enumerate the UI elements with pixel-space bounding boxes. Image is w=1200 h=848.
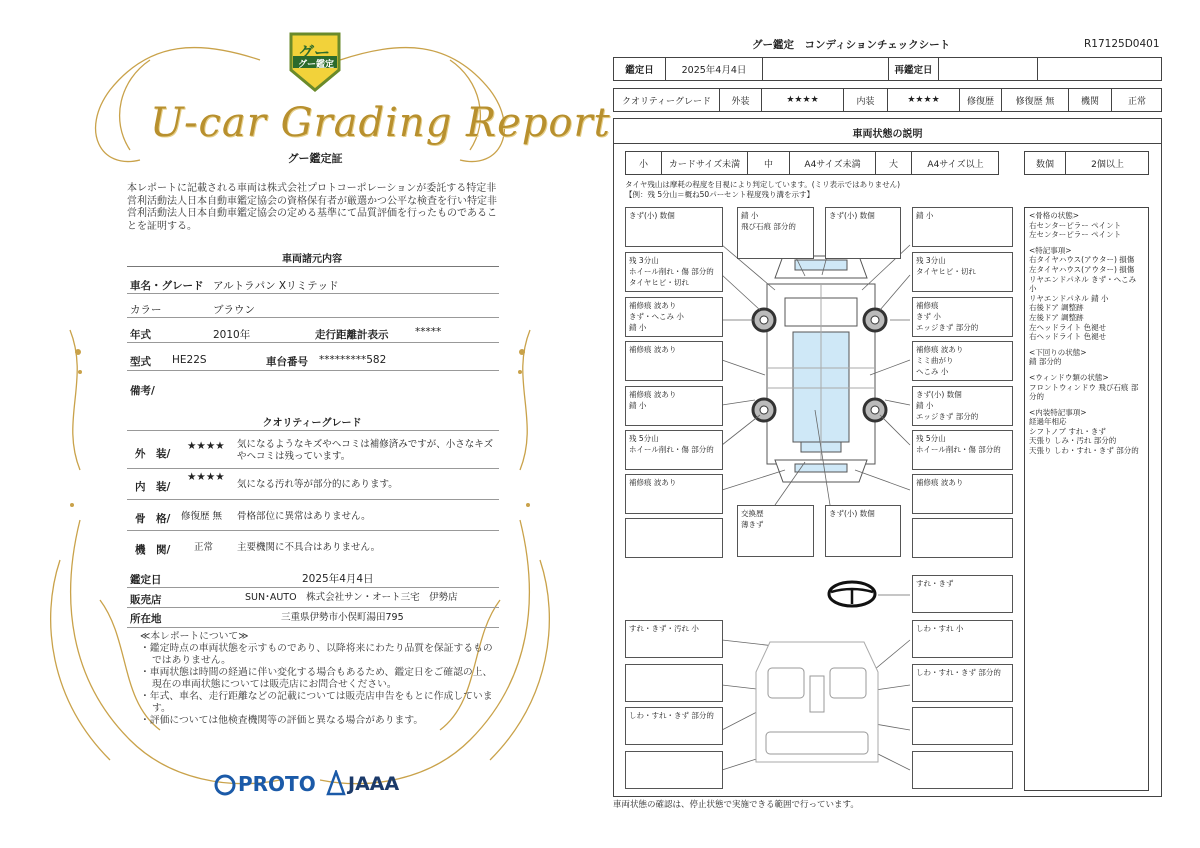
appraisal-date-row bbox=[127, 567, 499, 588]
note-box-2: 錆 小 飛び石痕 部分的 bbox=[737, 207, 814, 259]
condition-check-sheet bbox=[600, 0, 1200, 848]
special-note-line: 錆 部分的 bbox=[1029, 357, 1062, 367]
special-note-line: 右センターピラー ペイント bbox=[1029, 220, 1122, 230]
note-box-15: 補修痕 波あり bbox=[625, 474, 723, 514]
exterior-label: 外 装/ bbox=[135, 448, 171, 460]
spec-row-remarks bbox=[127, 374, 499, 400]
quality-row-frame bbox=[127, 503, 499, 531]
special-note-line: 右タイヤハウス(アウター) 損傷 bbox=[1029, 255, 1135, 265]
dealer-value: SUN･AUTO 株式会社サン・オート三宅 伊勢店 bbox=[245, 592, 458, 603]
interior-box-empty-3 bbox=[625, 751, 723, 789]
frame-text: 骨格部位に異常はありません。 bbox=[237, 511, 371, 522]
odometer-value: ***** bbox=[415, 326, 442, 338]
frame-label: 骨 格/ bbox=[135, 513, 171, 525]
note-box-17: 交換歴 薄きず bbox=[737, 505, 814, 557]
color-value: ブラウン bbox=[213, 304, 255, 316]
interior-box-2: すれ・きず・汚れ 小 bbox=[625, 620, 723, 658]
repair-value: 修復歴 無 bbox=[1002, 89, 1069, 111]
special-note-line: シフトノブ すれ・きず bbox=[1029, 426, 1106, 436]
engine-label: 機関 bbox=[1069, 89, 1112, 111]
interior-box-1: すれ・きず bbox=[912, 575, 1013, 613]
size-mid: 中 bbox=[748, 152, 790, 174]
engine-value: 正常 bbox=[1127, 96, 1146, 107]
note-box-3: きず(小) 数個 bbox=[825, 207, 901, 259]
special-note-line: 天張り しみ・汚れ 部分的 bbox=[1029, 436, 1117, 446]
interior-box-empty-4 bbox=[912, 751, 1013, 789]
interior-box-5: しわ・すれ・きず 部分的 bbox=[625, 707, 723, 745]
proto-mark-icon bbox=[214, 774, 236, 796]
date-label: 鑑定日 bbox=[614, 58, 666, 80]
interior-label: 内 装/ bbox=[135, 481, 171, 493]
name-value: アルトラパン Xリミテッド bbox=[213, 280, 339, 292]
quality-row-interior bbox=[127, 470, 499, 500]
note-box-4: 錆 小 bbox=[912, 207, 1013, 247]
year-value: 2010年 bbox=[213, 329, 251, 341]
address-row bbox=[127, 609, 499, 628]
count-desc: 2個以上 bbox=[1091, 159, 1124, 170]
color-label: カラー bbox=[130, 304, 162, 316]
dealer-label: 販売店 bbox=[130, 594, 162, 606]
spec-row-year bbox=[127, 321, 499, 343]
date-value: 2025年4月4日 bbox=[666, 58, 763, 80]
special-note-line: 左ヘッドライト 色褪せ bbox=[1029, 322, 1107, 332]
badge-goo-text: グー bbox=[298, 43, 331, 62]
note-box-13: 残 5分山 ホイール削れ・傷 部分的 bbox=[625, 430, 723, 470]
year-label: 年式 bbox=[130, 329, 151, 341]
special-note-line: <下回りの状態> bbox=[1029, 347, 1087, 357]
certificate-title: グー鑑定証 bbox=[287, 152, 343, 165]
note-box-12: きず(小) 数個 錆 小 エッジきず 部分的 bbox=[912, 386, 1013, 426]
quality-row-exterior bbox=[127, 435, 499, 469]
sheet-footer: 車両状態の確認は、停止状態で実施できる範囲で行っています。 bbox=[613, 800, 859, 810]
special-note-line: 右ヘッドライト 色褪せ bbox=[1029, 332, 1107, 342]
special-note-line: フロントウィンドウ 飛び石痕 部分的 bbox=[1029, 382, 1139, 402]
note-box-1: きず(小) 数個 bbox=[625, 207, 723, 247]
badge-label: グー鑑定 bbox=[298, 60, 335, 70]
intro-text: 本レポートに記載される車両は株式会社プロトコーポレーションが委託する特定非営利活動法人日本自動車鑑定協会の資格保有者が厳選かつ公平な検査を行い特定非営利活動法人日本自動車鑑定協会の定める基準にて品質評価を行ったものであることを証明する。 bbox=[127, 183, 497, 232]
redate-label: 再鑑定日 bbox=[889, 58, 939, 80]
note-4: ・評価については他検査機関等の評価と異なる場合があります。 bbox=[140, 715, 424, 726]
quality-row-engine bbox=[127, 534, 499, 562]
note-box-empty-1 bbox=[625, 518, 723, 558]
chassis-label: 車台番号 bbox=[266, 356, 308, 368]
note-box-7: 補修痕 波あり きず・へこみ 小 錆 小 bbox=[625, 297, 723, 337]
ext-label: 外装 bbox=[720, 89, 762, 111]
note-box-14: 残 5分山 ホイール削れ・傷 部分的 bbox=[912, 430, 1013, 470]
count-label: 数個 bbox=[1025, 152, 1066, 174]
grade-label: クオリティーグレード bbox=[614, 89, 720, 111]
address-label: 所在地 bbox=[130, 613, 162, 625]
model-label: 型式 bbox=[130, 356, 151, 368]
special-note-line: 左タイヤハウス(アウター) 損傷 bbox=[1029, 264, 1135, 274]
spec-row-color bbox=[127, 296, 499, 318]
engine-text: 主要機関に不具合はありません。 bbox=[237, 542, 381, 553]
note-box-empty-2 bbox=[912, 518, 1013, 558]
special-note-line: <特記事項> bbox=[1029, 245, 1072, 255]
note-box-6: 残 3分山 タイヤヒビ・切れ bbox=[912, 252, 1013, 292]
special-note-line: <ウィンドウ類の状態> bbox=[1029, 372, 1109, 382]
int-label: 内装 bbox=[844, 89, 888, 111]
report-title: U-car Grading Report bbox=[150, 100, 611, 146]
note-2: ・車両状態は時間の経過に伴い変化する場合もあるため、鑑定日をご確認の上、現在の車両状態については販売店にお問合せください。 bbox=[140, 667, 493, 690]
steering-wheel-icon bbox=[826, 580, 878, 608]
quality-header: クオリティーグレード bbox=[262, 418, 362, 429]
int-stars: ★★★★ bbox=[888, 89, 960, 111]
ext-stars: ★★★★ bbox=[762, 89, 844, 111]
special-note-line: 左後ドア 調整跡 bbox=[1029, 312, 1084, 322]
odometer-label: 走行距離計表示 bbox=[315, 329, 389, 341]
interior-text: 気になる汚れ等が部分的にあります。 bbox=[237, 479, 398, 490]
sheet-id: R17125D0401 bbox=[1084, 38, 1160, 50]
note-1: ・鑑定時点の車両状態を示すものであり、以降将来にわたり品質を保証するものではありません。 bbox=[140, 643, 493, 666]
special-note-line: <骨格の状態> bbox=[1029, 211, 1080, 220]
proto-logo: PROTO bbox=[238, 772, 316, 796]
note-box-8: 補修痕 きず 小 エッジきず 部分的 bbox=[912, 297, 1013, 337]
special-note-line: リヤエンドパネル きず・へこみ 小 bbox=[1029, 274, 1137, 294]
cond-header: 車両状態の説明 bbox=[852, 129, 923, 140]
note-box-11: 補修痕 波あり 錆 小 bbox=[625, 386, 723, 426]
spec-row-model bbox=[127, 346, 499, 371]
spec-header: 車両諸元内容 bbox=[282, 254, 342, 265]
special-note-line: 経過年相応 bbox=[1029, 417, 1067, 427]
tire-note-2: 【例：残 5分山＝概ね50パーセント程度残り溝を示す】 bbox=[625, 190, 815, 199]
repair-label: 修復歴 bbox=[960, 89, 1002, 111]
special-note-line: <内装特記事項> bbox=[1029, 407, 1087, 417]
interior-seat-view bbox=[750, 632, 884, 772]
special-note-line: 右後ドア 調整跡 bbox=[1029, 303, 1084, 313]
jaaa-mark-icon bbox=[326, 770, 346, 796]
model-value: HE22S bbox=[172, 354, 207, 366]
size-large: 大 bbox=[876, 152, 912, 174]
name-label: 車名・グレード bbox=[130, 280, 204, 292]
engine-label: 機 関/ bbox=[135, 544, 171, 556]
report-notes bbox=[140, 631, 495, 727]
appraisal-date-value: 2025年4月4日 bbox=[302, 573, 374, 585]
exterior-stars: ★★★★ bbox=[187, 440, 225, 452]
size-small: 小 bbox=[626, 152, 662, 174]
tire-note-1: タイヤ残山は摩耗の程度を目視により判定しています。(ミリ表示ではありません) bbox=[625, 180, 901, 189]
appraisal-date-label: 鑑定日 bbox=[130, 574, 162, 586]
chassis-value: *********582 bbox=[319, 354, 387, 366]
quality-header-rule bbox=[127, 430, 499, 431]
size-mid-desc: A4サイズ未満 bbox=[790, 152, 876, 174]
exterior-text: 気になるようなキズやヘコミは補修済みですが、小さなキズやヘコミは残っています。 bbox=[237, 439, 494, 462]
notes-title: ≪本レポートについて≫ bbox=[140, 631, 249, 642]
spec-row-name bbox=[127, 272, 499, 294]
engine-value: 正常 bbox=[194, 542, 214, 553]
note-box-16: 補修痕 波あり bbox=[912, 474, 1013, 514]
interior-box-empty-2 bbox=[912, 707, 1013, 745]
note-box-10: 補修痕 波あり ミミ曲がり へこみ 小 bbox=[912, 341, 1013, 381]
jaaa-logo: JAAA bbox=[348, 773, 400, 795]
remarks-label: 備考/ bbox=[130, 385, 155, 397]
note-box-9: 補修痕 波あり bbox=[625, 341, 723, 381]
sheet-title: グー鑑定 コンディションチェックシート bbox=[752, 39, 951, 51]
note-box-5: 残 3分山 ホイール削れ・傷 部分的 タイヤヒビ・切れ bbox=[625, 252, 723, 292]
interior-stars: ★★★★ bbox=[187, 471, 225, 483]
dealer-row bbox=[127, 589, 499, 608]
special-note-line: リヤエンドパネル 錆 小 bbox=[1029, 293, 1109, 303]
spec-header-rule bbox=[127, 266, 499, 267]
frame-value: 修復歴 無 bbox=[181, 511, 223, 522]
special-note-line: 左センターピラー ペイント bbox=[1029, 230, 1122, 240]
special-note-line: 天張り しわ・すれ・きず 部分的 bbox=[1029, 446, 1139, 456]
address-value: 三重県伊勢市小俣町湯田795 bbox=[281, 612, 404, 623]
size-small-desc: カードサイズ未満 bbox=[662, 152, 748, 174]
note-box-18: きず(小) 数個 bbox=[825, 505, 901, 557]
interior-box-4: しわ・すれ・きず 部分的 bbox=[912, 664, 1013, 702]
size-large-desc: A4サイズ以上 bbox=[927, 159, 984, 170]
interior-box-empty-1 bbox=[625, 664, 723, 702]
note-3: ・年式、車名、走行距離などの記載については販売店申告をもとに作成しています。 bbox=[140, 691, 493, 714]
interior-box-3: しわ・すれ 小 bbox=[912, 620, 1013, 658]
